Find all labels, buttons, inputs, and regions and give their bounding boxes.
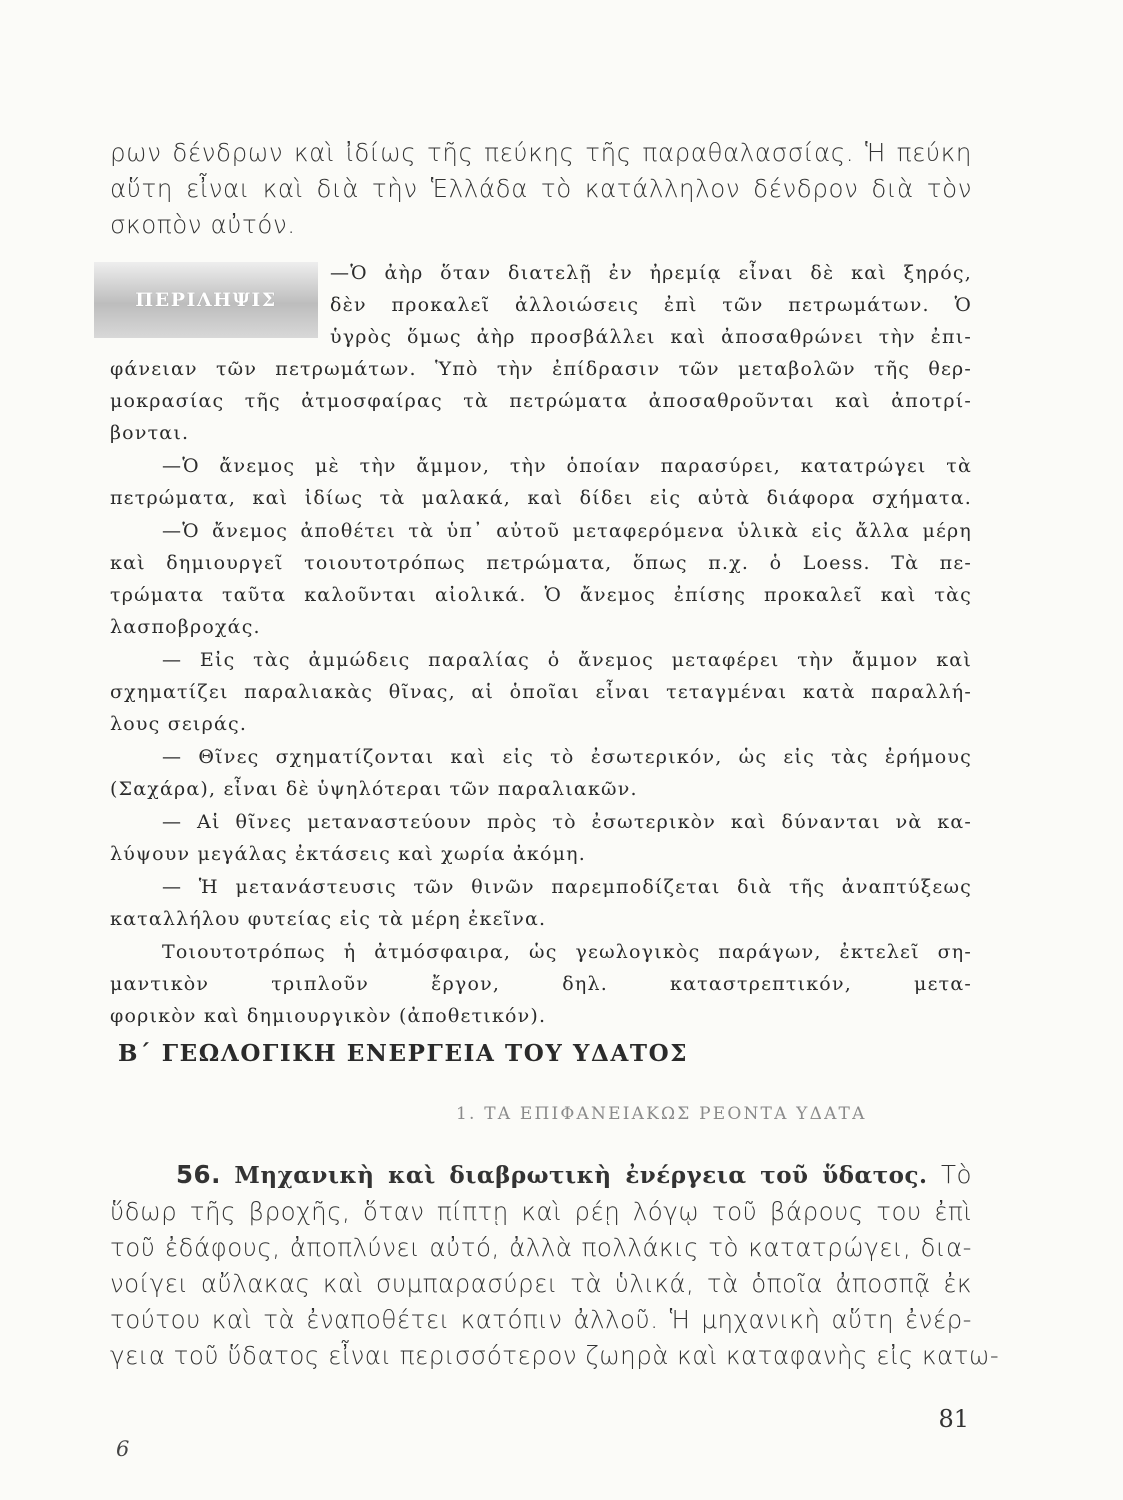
section-number: 56. xyxy=(176,1160,221,1189)
section-subheading: 1. ΤΑ ΕΠΙΦΑΝΕΙΑΚΩΣ ΡΕΟΝΤΑ ΥΔΑΤΑ xyxy=(456,1104,867,1124)
section-title: Μηχανικὴ καὶ διαβρωτικὴ ἐνέργεια τοῦ ὕδατος. xyxy=(234,1162,928,1189)
summary-line: ὑγρὸς ὅμως ἀὴρ προσβάλλει καὶ ἀποσαθρώνει τὴν ἐπι- xyxy=(330,326,972,348)
summary-line: σχηματίζει παραλιακὰς θῖνας, αἱ ὁποῖαι εἶναι τεταγμέναι κατὰ παραλλή- xyxy=(110,681,972,703)
summary-line: φορικὸν καὶ δημιουργικὸν (ἀποθετικόν). xyxy=(110,1005,547,1027)
section-line: τούτου καὶ τὰ ἐναποθέτει κατόπιν ἀλλοῦ. Ἡ μηχανικὴ αὕτη ἐνέρ- xyxy=(110,1305,972,1334)
summary-line: μαντικὸν τριπλοῦν ἔργον, δηλ. καταστρεπτικόν, μετα- xyxy=(110,973,972,995)
summary-line: — Θῖνες σχηματίζονται καὶ εἰς τὸ ἐσωτερικόν, ὡς εἰς τὰς ἐρήμους xyxy=(162,746,972,768)
summary-line: μοκρασίας τῆς ἀτμοσφαίρας τὰ πετρώματα ἀποσαθροῦνται καὶ ἀποτρί- xyxy=(110,390,972,412)
summary-line: (Σαχάρα), εἶναι δὲ ὑψηλότεραι τῶν παραλιακῶν. xyxy=(110,778,638,800)
section-first-line-rest: Τὸ xyxy=(941,1160,972,1189)
summary-label: ΠΕΡΙΛΗΨΙΣ xyxy=(135,289,277,311)
section-line: γεια τοῦ ὕδατος εἶναι περισσότερον ζωηρὰ καὶ καταφανὴς εἰς κατω- xyxy=(110,1341,1000,1370)
signature-mark: 6 xyxy=(116,1437,130,1461)
intro-line: ρων δένδρων καὶ ἰδίως τῆς πεύκης τῆς παραθαλασσίας. Ἡ πεύκη xyxy=(110,138,972,167)
section-line: ὕδωρ τῆς βροχῆς, ὅταν πίπτῃ καὶ ρέῃ λόγῳ τοῦ βάρους του ἐπὶ xyxy=(110,1197,972,1226)
summary-line: βονται. xyxy=(110,422,190,444)
chapter-heading: Β΄ ΓΕΩΛΟΓΙΚΗ ΕΝΕΡΓΕΙΑ ΤΟΥ ΥΔΑΤΟΣ xyxy=(118,1040,689,1067)
summary-line: λύψουν μεγάλας ἐκτάσεις καὶ χωρία ἀκόμη. xyxy=(110,843,586,865)
intro-line: σκοπὸν αὐτόν. xyxy=(110,210,296,239)
summary-line: — Αἱ θῖνες μεταναστεύουν πρὸς τὸ ἐσωτερικὸν καὶ δύνανται νὰ κα- xyxy=(162,811,972,833)
page-number: 81 xyxy=(938,1405,969,1433)
summary-line: — Ἡ μετανάστευσις τῶν θινῶν παρεμποδίζεται διὰ τῆς ἀναπτύξεως xyxy=(162,876,972,898)
summary-line: τρώματα ταῦτα καλοῦνται αἰολικά. Ὁ ἄνεμος ἐπίσης προκαλεῖ καὶ τὰς xyxy=(110,584,972,606)
summary-line: —Ὁ ἄνεμος μὲ τὴν ἄμμον, τὴν ὁποίαν παρασύρει, κατατρώγει τὰ xyxy=(162,455,972,477)
summary-line: λασποβροχάς. xyxy=(110,616,261,638)
summary-line: φάνειαν τῶν πετρωμάτων. Ὑπὸ τὴν ἐπίδρασιν τῶν μεταβολῶν τῆς θερ- xyxy=(110,358,972,380)
summary-line: καταλλήλου φυτείας εἰς τὰ μέρη ἐκεῖνα. xyxy=(110,908,547,930)
summary-line: — Εἰς τὰς ἀμμώδεις παραλίας ὁ ἄνεμος μεταφέρει τὴν ἄμμον καὶ xyxy=(162,649,972,671)
summary-line: λους σειράς. xyxy=(110,713,248,735)
intro-line: αὕτη εἶναι καὶ διὰ τὴν Ἑλλάδα τὸ κατάλληλον δένδρον διὰ τὸν xyxy=(110,174,972,203)
summary-line: —Ὁ ἀὴρ ὅταν διατελῇ ἐν ἠρεμίᾳ εἶναι δὲ καὶ ξηρός, xyxy=(330,262,972,284)
summary-line: πετρώματα, καὶ ἰδίως τὰ μαλακά, καὶ δίδει εἰς αὐτὰ διάφορα σχήματα. xyxy=(110,487,972,509)
section-line: νοίγει αὔλακας καὶ συμπαρασύρει τὰ ὑλικά, τὰ ὁποῖα ἀποσπᾷ ἐκ xyxy=(110,1269,972,1298)
summary-badge xyxy=(94,262,318,338)
summary-line: δὲν προκαλεῖ ἀλλοιώσεις ἐπὶ τῶν πετρωμάτων. Ὁ xyxy=(330,294,972,316)
section-first-line xyxy=(176,1160,972,1189)
summary-line: —Ὁ ἄνεμος ἀποθέτει τὰ ὑπ᾿ αὐτοῦ μεταφερόμενα ὑλικὰ εἰς ἄλλα μέρη xyxy=(162,520,972,542)
section-line: τοῦ ἐδάφους, ἀποπλύνει αὐτό, ἀλλὰ πολλάκις τὸ κατατρώγει, δια- xyxy=(110,1233,972,1262)
summary-line: καὶ δημιουργεῖ τοιουτοτρόπως πετρώματα, ὅπως π.χ. ὁ Loess. Τὰ πε- xyxy=(110,552,972,574)
summary-line: Τοιουτοτρόπως ἡ ἀτμόσφαιρα, ὡς γεωλογικὸς παράγων, ἐκτελεῖ ση- xyxy=(162,941,972,963)
